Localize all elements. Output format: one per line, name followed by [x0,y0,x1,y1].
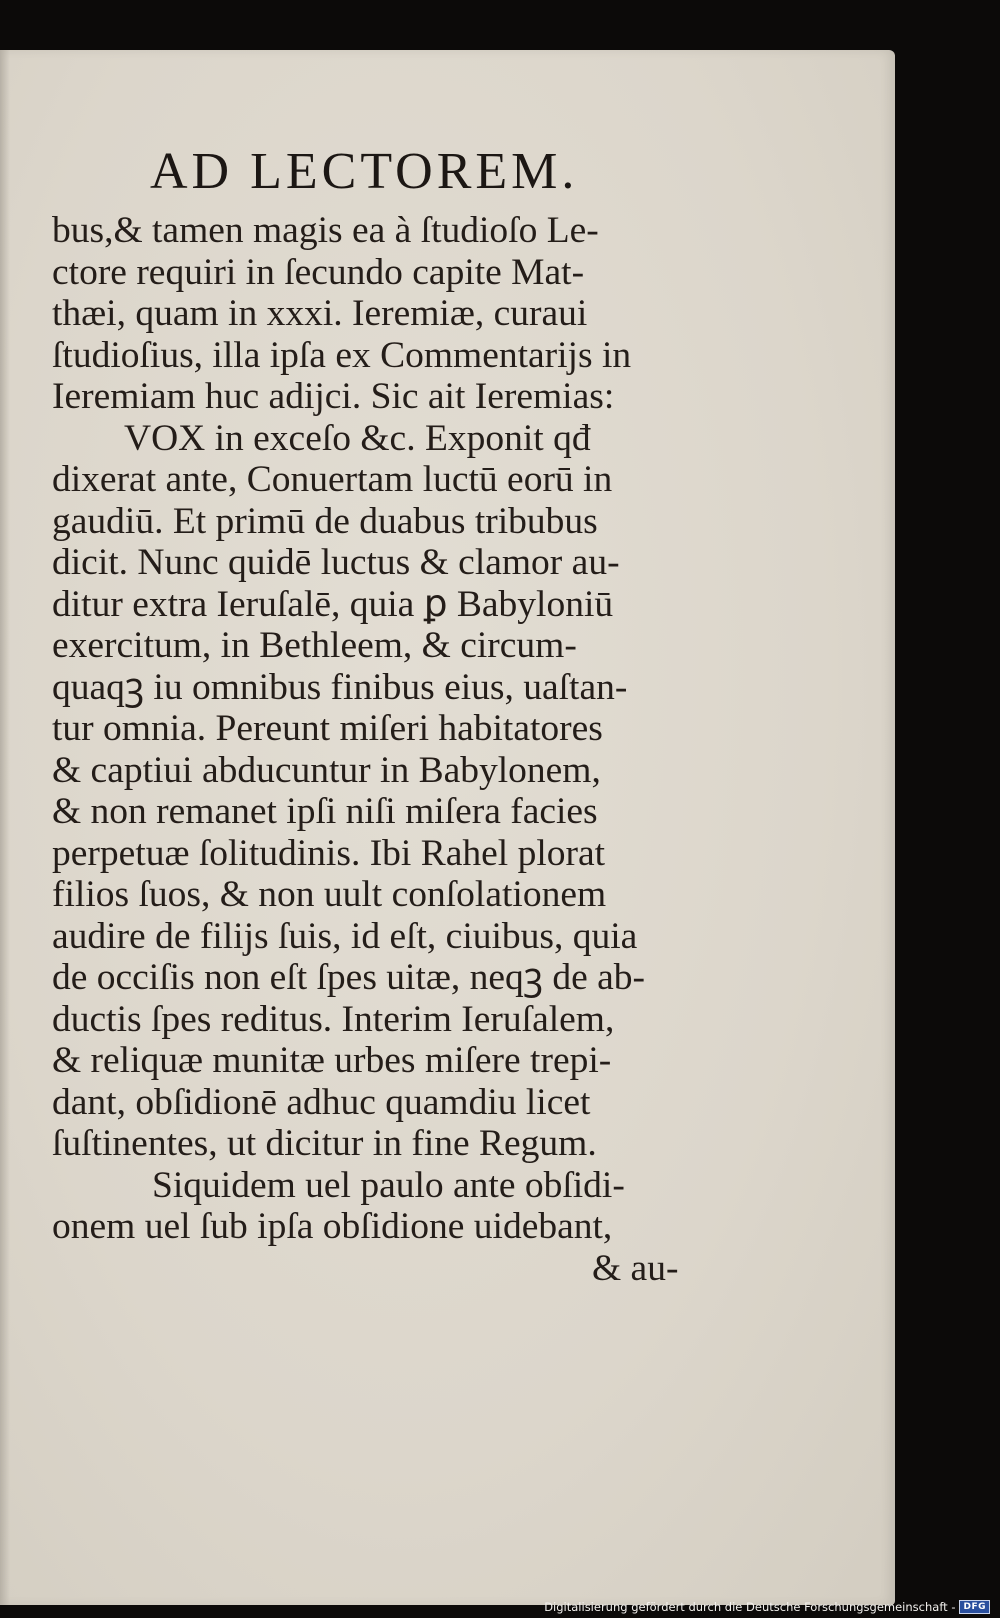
text-line: audire de filijs ſuis, id eſt, ciuibus, quia [52,915,638,957]
text-line: dant, obſidionē adhuc quamdiu licet [52,1081,591,1123]
page-gutter-shadow [0,50,10,1605]
text-line: Ieremiam huc adijci. Sic ait Ieremias: [52,376,615,417]
text-line: ditur extra Ieruſalē, quia ꝑ Babyloniū [52,583,614,625]
text-line: ſtudioſius, illa ipſa ex Commentarijs in [52,334,632,376]
text-line: dicit. Nunc quidē luctus & clamor au- [52,542,620,583]
text-line: thæi, quam in xxxi. Ieremiæ, curaui [52,293,588,334]
text-line: ſuſtinentes, ut dicitur in fine Regum. [52,1123,597,1164]
text-line: tur omnia. Pereunt miſeri habitatores [52,708,603,749]
text-line: filios ſuos, & non uult conſolationem [52,874,607,915]
book-page [0,50,895,1605]
text-line: exercitum, in Bethleem, & circum- [52,625,577,666]
text-line: gaudiū. Et primū de duabus tribubus [52,500,598,542]
running-head: AD LECTOREM. [150,143,579,200]
text-line: & captiui abducuntur in Babylonem, [52,749,601,791]
text-line: & reliquæ munitæ urbes miſere trepi- [52,1040,612,1081]
body-text [52,210,712,1289]
text-line: dixerat ante, Conuertam luctū eorū in [52,459,613,500]
text-line: Siquidem uel paulo ante obſidi- [152,1164,625,1206]
text-line: VOX in exceſo &c. Exponit qđ [124,417,591,459]
text-line: ductis ſpes reditus. Interim Ieruſalem, [52,998,615,1040]
text-line: de occiſis non eſt ſpes uitæ, neqꝫ de ab- [52,957,645,998]
text-line: bus,& tamen magis ea à ſtudioſo Le- [52,210,599,251]
dfg-logo-icon: DFG [959,1600,990,1614]
text-line: quaqꝫ iu omnibus finibus eius, uaſtan- [52,666,628,708]
text-line: perpetuæ ſolitudinis. Ibi Rahel plorat [52,832,606,874]
catchword: & au- [592,1247,679,1289]
text-line: onem uel ſub ipſa obſidione uidebant, [52,1206,613,1247]
text-line: & non remanet ipſi niſi miſera facies [52,791,598,832]
credit-text: Digitalisierung gefördert durch die Deutsche Forschungsgemeinschaft - [544,1600,956,1614]
text-line: ctore requiri in ſecundo capite Mat- [52,251,585,293]
digitization-credit [544,1600,990,1614]
